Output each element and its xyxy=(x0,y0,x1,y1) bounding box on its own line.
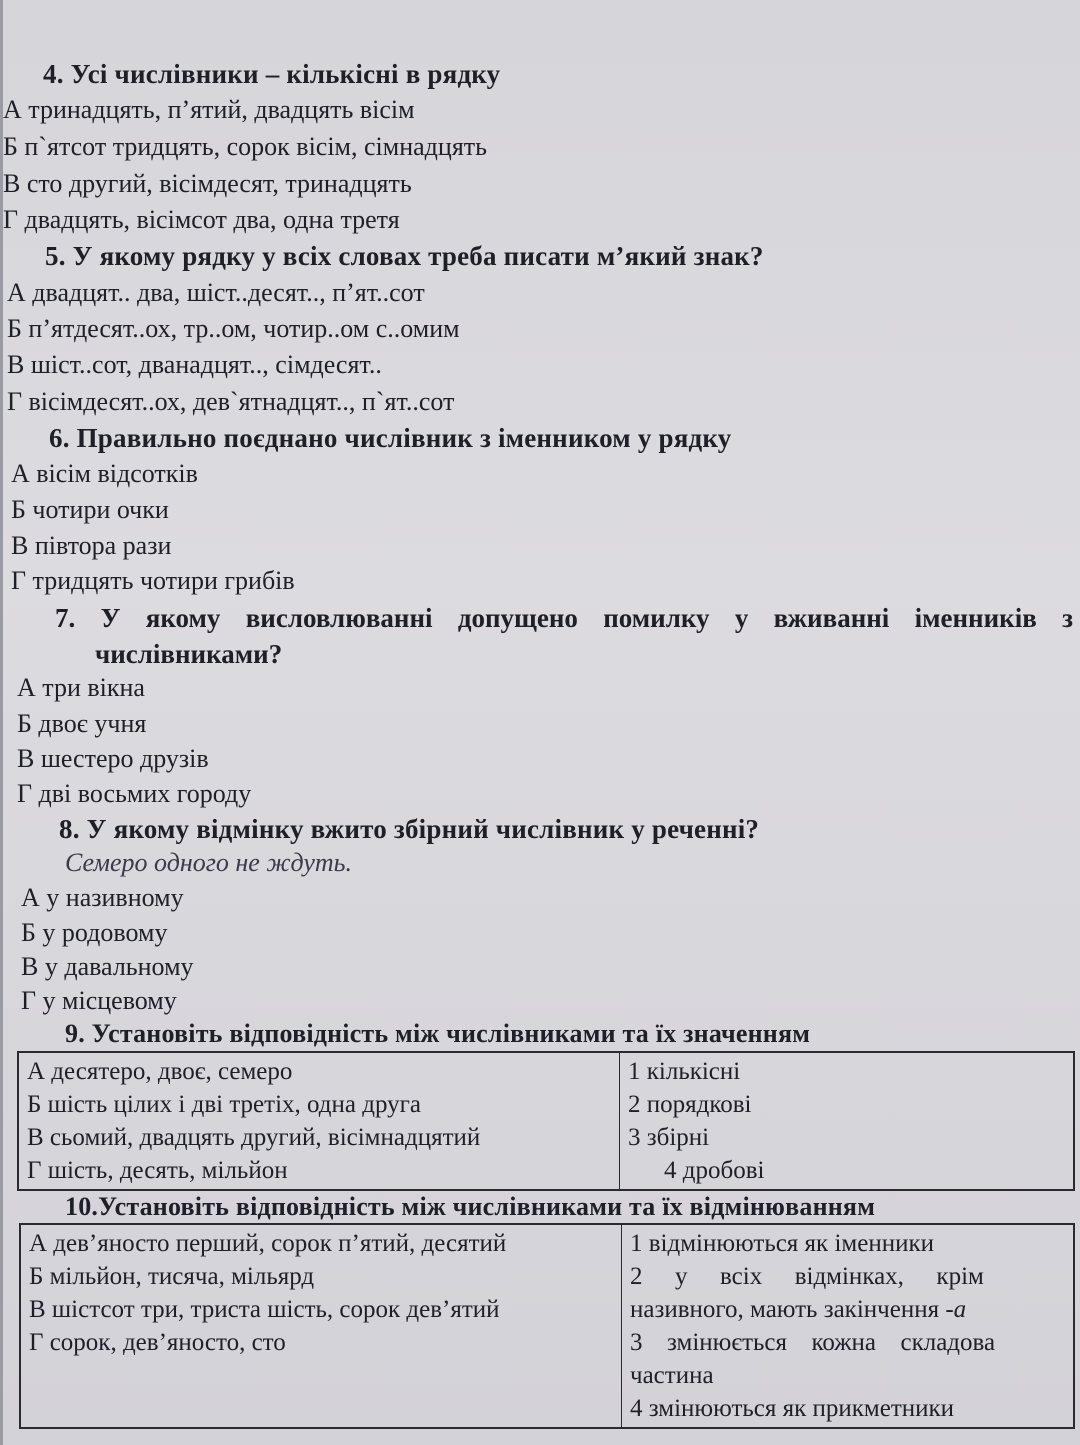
question-4-option-d: Г двадцять, вісімсот два, одна третя xyxy=(3,205,400,234)
question-10-left-c: В шістсот три, триста шість, сорок дев’ятий xyxy=(29,1296,500,1323)
question-8-option-d: Г у місцевому xyxy=(21,986,177,1015)
question-10-right-2a: 2 у всіх відмінках, крім xyxy=(630,1263,984,1290)
question-9-right-1: 1 кількісні xyxy=(628,1058,741,1085)
question-8-quote: Семеро одного не ждуть. xyxy=(65,848,352,877)
question-4-option-c: В сто другий, вісімдесят, тринадцять xyxy=(3,169,412,198)
question-9-left-b: Б шість цілих і дві третіх, одна друга xyxy=(27,1091,421,1118)
question-4-title: 4. Усі числівники – кількісні в рядку xyxy=(43,59,501,89)
question-5-option-d: Г вісімдесят..ох, дев`ятнадцят.., п`ят..сот xyxy=(7,387,455,416)
question-10-right-2b: називного, мають закінчення xyxy=(630,1296,940,1323)
question-10-right-2-line-1 xyxy=(630,1260,1065,1293)
question-10-left-column xyxy=(20,1224,622,1428)
question-10-left-a: А дев’яносто перший, сорок п’ятий, десятий xyxy=(29,1230,507,1257)
question-8-option-b: Б у родовому xyxy=(21,918,168,947)
question-7-option-d: Г дві восьмих городу xyxy=(17,779,252,808)
question-10-table xyxy=(19,1223,1075,1429)
question-4-option-a: А тринадцять, п’ятий, двадцять вісім xyxy=(3,95,415,124)
question-10-right-2-line-2 xyxy=(630,1293,1065,1326)
question-9-left-column xyxy=(18,1052,620,1190)
question-6-option-c: В півтора рази xyxy=(11,531,172,560)
question-8-option-a: А у називному xyxy=(21,883,184,912)
question-6-option-a: А вісім відсотків xyxy=(11,459,198,488)
question-6-title: 6. Правильно поєднано числівник з іменником у рядку xyxy=(49,423,732,453)
question-5-option-c: В шіст..сот, дванадцят.., сімдесят.. xyxy=(7,350,382,379)
question-5-option-b: Б п’ятдесят..ох, тр..ом, чотир..ом с..омим xyxy=(7,314,460,343)
question-7-title-line-2: числівниками? xyxy=(95,639,283,669)
question-6-option-d: Г тридцять чотири грибів xyxy=(11,566,295,595)
question-10-right-2c: -а xyxy=(945,1296,967,1323)
question-9-left-c: В сьомий, двадцять другий, вісімнадцятий xyxy=(27,1124,481,1151)
question-8-option-c: В у давальному xyxy=(21,952,194,981)
question-4-option-b: Б п`ятсот тридцять, сорок вісім, сімнадцять xyxy=(3,132,487,161)
question-5-title: 5. У якому рядку у всіх словах треба писати м’який знак? xyxy=(45,241,764,271)
question-7-title-line-1: 7. У якому висловлюванні допущено помилку у вживанні іменників з xyxy=(55,603,1073,633)
question-9-right-2: 2 порядкові xyxy=(628,1091,752,1118)
question-7-title xyxy=(55,600,1073,672)
question-9-right-column xyxy=(620,1052,1075,1190)
question-10-right-4: 4 змінюються як прикметники xyxy=(630,1395,955,1422)
question-10-right-column xyxy=(622,1224,1075,1428)
question-10-right-3-line-2: частина xyxy=(630,1362,714,1389)
question-6-option-b: Б чотири очки xyxy=(11,495,169,524)
question-9-right-4: 4 дробові xyxy=(664,1157,765,1184)
question-10-left-d: Г сорок, дев’яносто, сто xyxy=(29,1329,286,1356)
question-9-right-3: 3 збірні xyxy=(628,1124,710,1151)
question-10-left-b: Б мільйон, тисяча, мільярд xyxy=(29,1263,315,1290)
question-9-left-d: Г шість, десять, мільйон xyxy=(27,1157,288,1184)
question-10-right-3-line-1: 3 змінюється кожна складова xyxy=(630,1329,996,1356)
question-5-option-a: А двадцят.. два, шіст..десят.., п’ят..сот xyxy=(7,278,425,307)
question-8-title: 8. У якому відмінку вжито збірний числівник у реченні? xyxy=(59,814,760,844)
question-9-left-a: А десятеро, двоє, семеро xyxy=(27,1058,293,1085)
question-7-option-c: В шестеро друзів xyxy=(17,744,209,773)
question-9-title: 9. Установіть відповідність між числівниками та їх значенням xyxy=(65,1019,811,1048)
question-9-table xyxy=(17,1051,1075,1191)
question-10-title: 10.Установіть відповідність між числівниками та їх відмінюванням xyxy=(65,1192,876,1221)
question-7-option-b: Б двоє учня xyxy=(17,709,147,738)
question-7-option-a: А три вікна xyxy=(17,673,145,702)
question-10-right-1: 1 відмінюються як іменники xyxy=(630,1230,934,1257)
